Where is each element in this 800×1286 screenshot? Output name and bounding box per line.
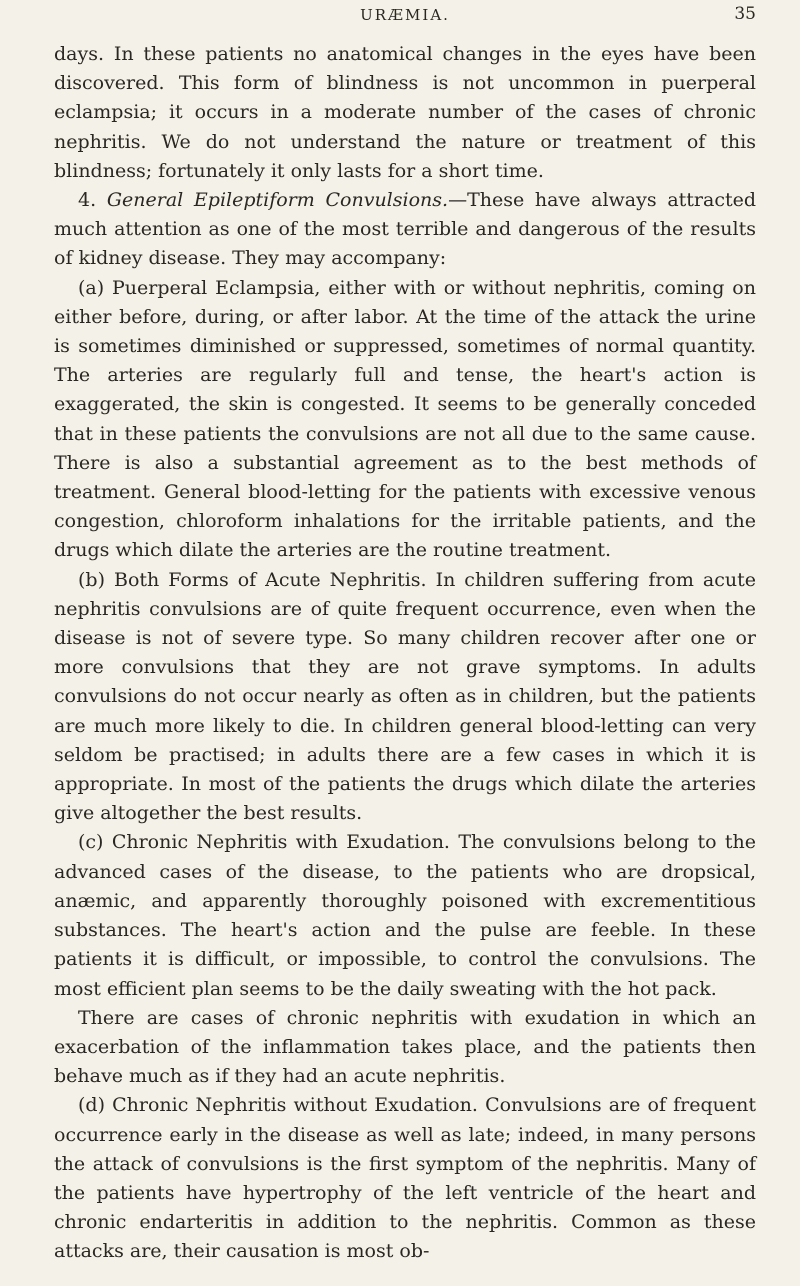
- subsection-label: (b): [78, 568, 105, 591]
- paragraph-exacerbation: [54, 1004, 756, 1092]
- paragraph-text: —These have always attracted much attention as one of the most terrible and dangerous of the results of kidney disease. They may accompany:: [54, 189, 757, 270]
- paragraph-text: days. In these patients no anatomical changes in the eyes have been discovered. This form of blindness is not uncommon in puerperal eclampsia; it occurs in a moderate number of the cases of chronic nephritis. We do not understand the nature or treatment of this blindness; fortunately it only lasts for a short time.: [54, 43, 756, 182]
- section-heading: General Epileptiform Convulsions.: [106, 189, 449, 212]
- paragraph-epileptiform-convulsions: [54, 186, 756, 274]
- section-number: 4.: [78, 189, 97, 212]
- paragraph-acute-nephritis: [54, 566, 756, 829]
- paragraph-text: Puerperal Eclampsia, either with or without nephritis, coming on either before, during, or after labor. At the time of the attack the urine is sometimes diminished or suppressed, sometimes of normal quantity. The arteries are regularly full and tense, the heart's action is exaggerated, the skin is congested. It seems to be generally conceded that in these patients the convulsions are not all due to the same cause. There is also a substantial agreement as to the best methods of treatment. General blood-letting for the patients with excessive venous congestion, chloroform inhalations for the irritable patients, and the drugs which dilate the arteries are the routine treatment.: [54, 276, 756, 562]
- subsection-label: (c): [78, 831, 104, 854]
- paragraph-text: Chronic Nephritis with Exudation. The convulsions belong to the advanced cases of the disease, to the patients who are dropsical, anæmic, and apparently thoroughly poisoned with excrementitious substances. The heart's action and the pulse are feeble. In these patients it is difficult, or impossible, to control the convulsions. The most efficient plan seems to be the daily sweating with the hot pack.: [54, 831, 756, 1000]
- paragraph-text: There are cases of chronic nephritis with exudation in which an exacerbation of the inflammation takes place, and the patients then behave much as if they had an acute nephritis.: [54, 1006, 756, 1088]
- running-head-title: URÆMIA.: [360, 6, 450, 24]
- paragraph-puerperal-eclampsia: [54, 274, 756, 566]
- paragraph-blindness-continued: [54, 40, 756, 186]
- subsection-label: (d): [78, 1094, 105, 1117]
- paragraph-chronic-with-exudation: [54, 828, 756, 1003]
- paragraph-text: Chronic Nephritis without Exudation. Convulsions are of frequent occurrence early in the disease as well as late; indeed, in many persons the attack of convulsions is the first symptom of the nephritis. Many of the patients have hypertrophy of the left ventricle of the heart and chronic endarteritis in addition to the nephritis. Common as these attacks are, their causation is most ob-: [54, 1094, 756, 1263]
- running-head: [54, 0, 756, 40]
- subsection-label: (a): [78, 276, 105, 299]
- paragraph-text: Both Forms of Acute Nephritis. In children suffering from acute nephritis convulsions are of quite frequent occurrence, even when the disease is not of severe type. So many children recover after one or more convulsions that they are not grave symptoms. In adults convulsions do not occur nearly as often as in children, but the patients are much more likely to die. In children general blood-letting can very seldom be practised; in adults there are a few cases in which it is appropriate. In most of the patients the drugs which dilate the arteries give altogether the best results.: [54, 568, 756, 825]
- page-number: 35: [734, 4, 756, 24]
- paragraph-chronic-without-exudation: [54, 1091, 756, 1266]
- body-text: [54, 40, 756, 1267]
